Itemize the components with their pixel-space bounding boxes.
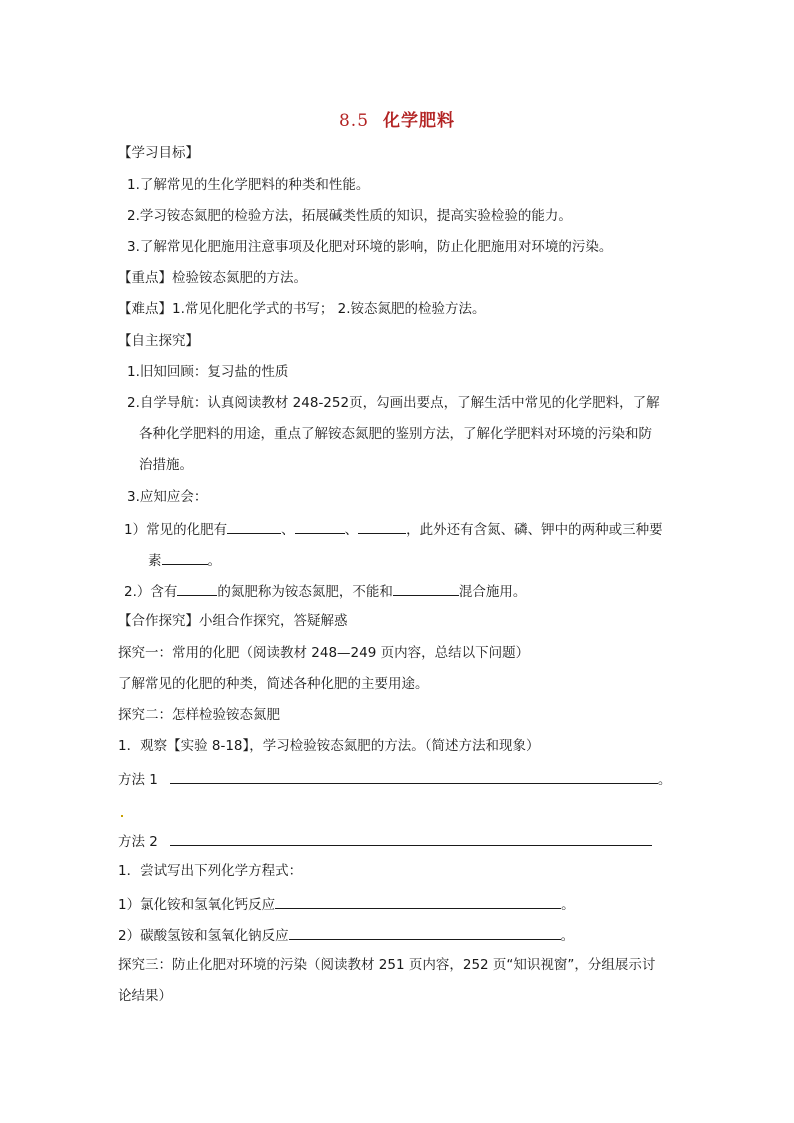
objective-item: 1.了解常见的生化学肥料的种类和性能。 [127, 177, 370, 193]
cooperation-text: 小组合作探究，答疑解惑 [199, 613, 348, 629]
equation-1 [118, 893, 575, 915]
guide-line: 各种化学肥料的用途，重点了解铵态氮肥的鉴别方法，了解化学肥料对环境的污染和防 [139, 426, 652, 442]
method-2 [118, 830, 652, 852]
key-point-label: 【重点】 [118, 270, 172, 286]
equation-end: 。 [561, 897, 575, 913]
review-item: 1.旧知回顾：复习盐的性质 [127, 364, 289, 380]
question-text: 2.）含有 [124, 584, 178, 600]
task-2: 探究二：怎样检验铵态氮肥 [118, 707, 280, 723]
equation-2 [118, 924, 574, 946]
answer-blank[interactable] [289, 924, 561, 940]
answer-blank[interactable] [358, 518, 406, 534]
answer-blank[interactable] [227, 518, 281, 534]
question-text: 的氮肥称为铵态氮肥，不能和 [217, 584, 393, 600]
guide-line: 2.自学导航：认真阅读教材 248-252页，勾画出要点，了解生活中常见的化学肥料，了解 [127, 395, 660, 411]
objectives-heading: 【学习目标】 [118, 145, 199, 161]
equation-text: 2）碳酸氢铵和氢氧化钠反应 [118, 928, 289, 944]
question-text: ，此外还有含氮、磷、钾中的两种或三种要 [406, 522, 663, 538]
section-number: 8.5 [338, 111, 370, 131]
question-text: 1）常见的化肥有 [124, 522, 228, 538]
self-study-heading: 【自主探究】 [118, 333, 199, 349]
key-point-text: 检验铵态氮肥的方法。 [172, 270, 307, 286]
task-3: 探究三：防止化肥对环境的污染（阅读教材 251 页内容，252 页“知识视窗”，分组展示讨 [118, 957, 656, 973]
equation-text: 1）氯化铵和氢氧化钙反应 [118, 897, 276, 913]
answer-blank[interactable] [177, 580, 217, 596]
task-3-cont: 论结果） [118, 988, 172, 1004]
cooperation-heading [118, 611, 348, 631]
task-1: 探究一：常用的化肥（阅读教材 248—249 页内容，总结以下问题） [118, 645, 530, 661]
key-point [118, 268, 307, 288]
cooperation-label: 【合作探究】 [118, 613, 199, 629]
separator: 、 [281, 522, 295, 538]
question-2 [124, 580, 526, 602]
method-label: 方法 2 [118, 834, 158, 850]
question-text: 。 [207, 553, 221, 569]
method-end: 。 [657, 772, 672, 788]
section-title: 化学肥料 [383, 111, 456, 131]
stray-dot [121, 815, 123, 817]
page-title [0, 106, 794, 131]
answer-blank[interactable] [393, 580, 459, 596]
objective-item: 2.学习铵态氮肥的检验方法，拓展碱类性质的知识，提高实验检验的能力。 [127, 208, 572, 224]
guide-line: 治措施。 [139, 457, 193, 473]
method-1 [118, 768, 671, 790]
difficulty [118, 299, 486, 319]
equations-heading: 1．尝试写出下列化学方程式： [118, 863, 303, 879]
separator: 、 [344, 522, 359, 538]
question-1 [124, 518, 663, 540]
question-1-cont [148, 549, 221, 571]
answer-blank[interactable] [170, 830, 652, 846]
difficulty-label: 【难点】 [118, 301, 172, 317]
answer-blank[interactable] [170, 768, 658, 784]
question-text: 混合施用。 [458, 584, 527, 600]
should-know-heading: 3.应知应会： [127, 489, 208, 505]
answer-blank[interactable] [295, 518, 345, 534]
equation-end: 。 [560, 928, 575, 944]
difficulty-text: 1.常见化肥化学式的书写； 2.铵态氮肥的检验方法。 [172, 301, 486, 317]
task-2-question: 1．观察【实验 8-18】，学习检验铵态氮肥的方法。（简述方法和现象） [118, 738, 540, 754]
answer-blank[interactable] [275, 893, 561, 909]
question-text: 素 [148, 553, 162, 569]
answer-blank[interactable] [162, 549, 208, 565]
method-label: 方法 1 [118, 772, 158, 788]
task-1-question: 了解常见的化肥的种类，简述各种化肥的主要用途。 [118, 676, 429, 692]
objective-item: 3.了解常见化肥施用注意事项及化肥对环境的影响，防止化肥施用对环境的污染。 [127, 239, 613, 255]
